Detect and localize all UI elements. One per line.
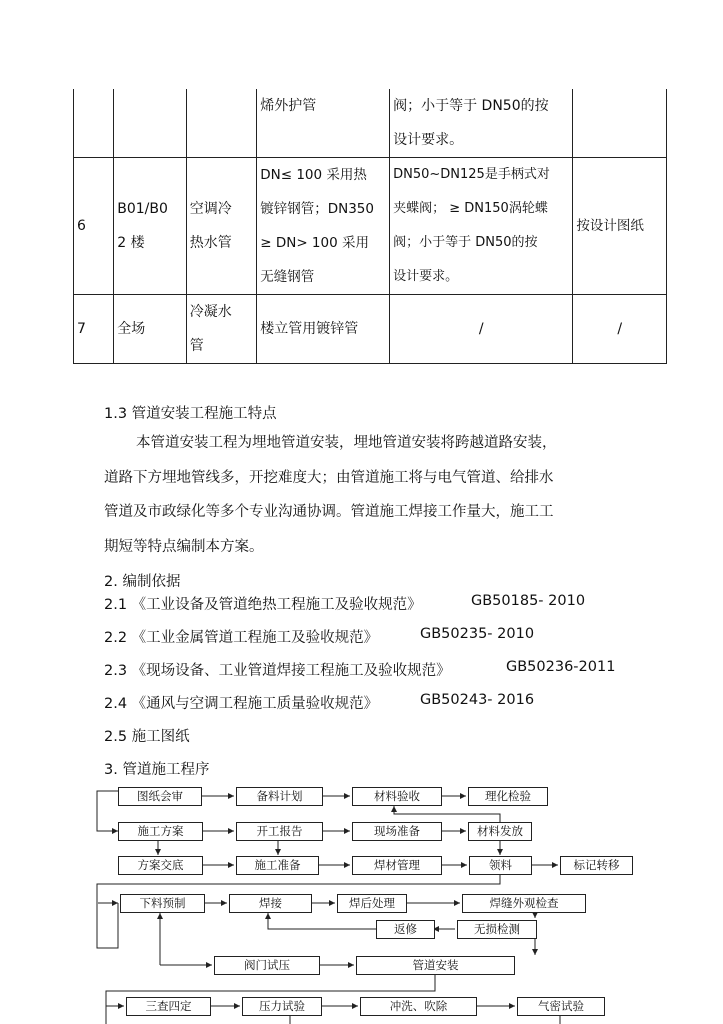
reference-item: 2.4 《通风与空调工程施工质量验收规范》 GB50243- 2016: [104, 692, 535, 712]
paragraph-line: 道路下方埋地管线多，开挖难度大；由管道施工将与电气管道、给排水: [104, 469, 554, 486]
cell-text: ≥ DN> 100 采用: [260, 235, 369, 251]
cell-text: 空调冷: [189, 201, 232, 217]
flow-box: 焊接: [229, 894, 312, 913]
flow-box: 无损检测: [457, 920, 537, 939]
cell-text: 热水管: [189, 235, 232, 251]
flow-box: 开工报告: [236, 822, 323, 841]
reference-item: 2.3 《现场设备、工业管道焊接工程施工及验收规范》 GB50236-2011: [104, 659, 616, 679]
flow-box: 图纸会审: [118, 787, 202, 806]
cell-text: 烯外护管: [260, 98, 317, 114]
cell-no: 6: [74, 158, 114, 295]
flow-box: 压力试验: [242, 997, 322, 1016]
cell-text: 阀；小于等于 DN50的按: [393, 98, 549, 114]
reference-item: 2.5 施工图纸: [104, 729, 190, 745]
cell-text: 无缝钢管: [260, 269, 315, 285]
cell-text: DN≤ 100 采用热: [260, 167, 367, 183]
flow-box: 施工方案: [118, 822, 203, 841]
flow-box: 现场准备: [352, 822, 442, 841]
section-heading: 2. 编制依据: [104, 574, 181, 590]
flow-box: 领料: [469, 856, 532, 875]
cell-text: 2 楼: [117, 235, 145, 251]
cell-note: /: [573, 295, 667, 364]
cell-text: 镀锌钢管；DN350: [260, 201, 374, 217]
cell-text: DN50~DN125是手柄式对: [393, 167, 550, 182]
cell-text: 管: [189, 338, 204, 354]
flow-box: 施工准备: [236, 856, 319, 875]
cell-text: 设计要求。: [393, 132, 464, 148]
flow-box: 理化检验: [468, 787, 548, 806]
flow-box: 管道安装: [356, 956, 515, 975]
flow-box: 焊缝外观检查: [462, 894, 586, 913]
reference-item: 2.1 《工业设备及管道绝热工程施工及验收规范》 GB50185- 2010: [104, 593, 586, 613]
flow-box: 下料预制: [120, 894, 205, 913]
flow-box: 三查四定: [126, 997, 211, 1016]
cell-valve: /: [390, 295, 573, 364]
cell-text: 设计要求。: [393, 269, 459, 284]
section-heading: 1.3 管道安装工程施工特点: [104, 406, 277, 422]
cell-material: 楼立管用镀锌管: [257, 295, 390, 364]
flow-box: 方案交底: [118, 856, 203, 875]
flow-box: 焊后处理: [337, 894, 407, 913]
flow-box: 标记转移: [560, 856, 633, 875]
reference-item: 2.2 《工业金属管道工程施工及验收规范》 GB50235- 2010: [104, 626, 535, 646]
paragraph-line: 本管道安装工程为埋地管道安装，埋地管道安装将跨越道路安装，: [136, 435, 557, 451]
cell-area: 全场: [114, 295, 186, 364]
flow-box: 焊材管理: [352, 856, 442, 875]
flow-box: 冲洗、吹除: [360, 997, 477, 1016]
paragraph-line: 管道及市政绿化等多个专业沟通协调。管道施工焊接工作量大，施工工: [104, 504, 554, 520]
flow-box: 返修: [376, 920, 435, 939]
paragraph-line: 期短等特点编制本方案。: [104, 538, 264, 555]
cell-note: 按设计图纸: [573, 158, 667, 295]
cell-text: B01/B0: [117, 201, 168, 217]
flow-box: 气密试验: [517, 997, 605, 1016]
cell-text: 阀；小于等于 DN50的按: [393, 235, 538, 250]
flow-box: 材料验收: [352, 787, 442, 806]
cell-no: 7: [74, 295, 114, 364]
section-heading: 3. 管道施工程序: [104, 762, 210, 778]
cell-text: 冷凝水: [189, 304, 232, 320]
flow-box: 材料发放: [468, 822, 532, 841]
flow-box: 阀门试压: [214, 956, 320, 975]
cell-text: 夹蝶阀； ≥ DN150涡轮蝶: [393, 201, 548, 216]
flow-box: 备料计划: [236, 787, 323, 806]
